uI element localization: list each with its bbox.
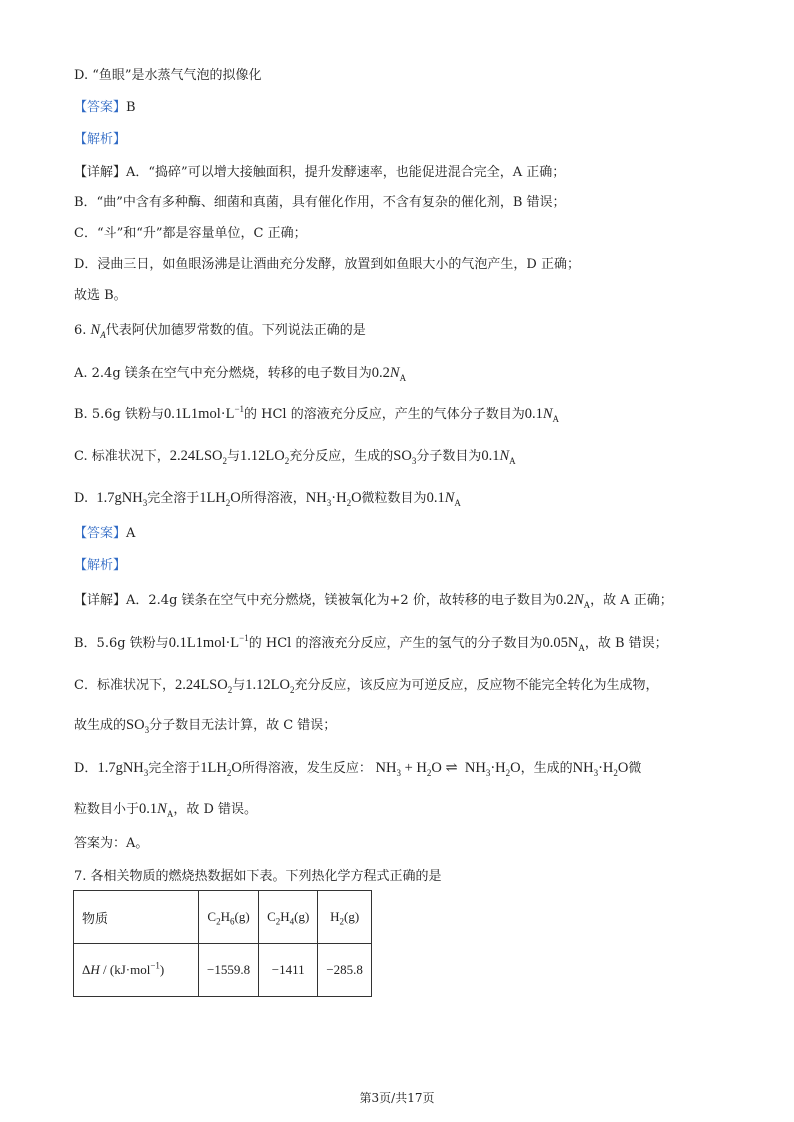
solution-6-b: B．5.6g 铁粉与$0.1L1mol\cdot L^{-1}$的 HCl 的溶液充分反应，产生的氢气的分子数目为$0.05N_A$，故 B 错误； <box>74 633 668 653</box>
table-cell-c2h6: −1559.8 <box>199 944 259 997</box>
solution-6-end: 答案为：A。 <box>74 836 149 851</box>
table-header-h2: $H_2(g)$ <box>318 891 372 944</box>
analysis-label-5: 【解析】 <box>74 132 127 147</box>
solution-6-d-cont: 粒数目小于$0.1N_A$，故 D 错误。 <box>74 801 258 819</box>
table-cell-h2: −285.8 <box>318 944 372 997</box>
solution-6-c: C．标准状况下，$2.24LSO_2$与$1.12LO_2$充分反应，该反应为可逆反应，反应物不能完全转化为生成物， <box>74 677 659 695</box>
table-header-c2h6: $C_2H_6(g)$ <box>199 891 259 944</box>
question-6-option-b: B. 5.6g 铁粉与$0.1L1mol\cdot L^{-1}$的 HCl 的溶液充分反应，产生的气体分子数目为$0.1N_A$ <box>74 404 560 424</box>
solution-5-d: D．浸曲三日，如鱼眼汤沸是让酒曲充分发酵，放置到如鱼眼大小的气泡产生，D 正确； <box>74 257 580 272</box>
table-cell-c2h4: −1411 <box>259 944 318 997</box>
option-d-prev: D. “鱼眼”是水蒸气气泡的拟像化 <box>74 68 262 83</box>
combustion-heat-table <box>73 890 372 997</box>
solution-6-a: 【详解】A．2.4g 镁条在空气中充分燃烧，镁被氧化为+2 价，故转移的电子数目为$0.2N_A$，故 A 正确； <box>74 592 673 610</box>
table-row <box>74 944 372 997</box>
answer-5: 【答案】B <box>74 100 136 115</box>
solution-5-end: 故选 B。 <box>74 288 127 303</box>
question-6-option-d: D. 1.7gNH$_3$完全溶于$1LH_2O$所得溶液，$NH_3\cdot H_2O$微粒数目为$0.1N_A$ <box>74 490 461 508</box>
solution-5-a: 【详解】A．“捣碎”可以增大接触面积，提升发酵速率，也能促进混合完全，A 正确； <box>74 165 566 180</box>
question-6-option-a: A. 2.4g 镁条在空气中充分燃烧，转移的电子数目为$0.2N_A$ <box>74 365 407 383</box>
answer-6: 【答案】A <box>74 526 136 541</box>
question-7: 7. 各相关物质的燃烧热数据如下表。下列热化学方程式正确的是 <box>74 869 442 884</box>
page-number: 第3页/共17页 <box>359 1091 435 1105</box>
analysis-label-6: 【解析】 <box>74 558 127 573</box>
table-row <box>74 891 372 944</box>
solution-5-c: C．“斗”和“升”都是容量单位，C 正确； <box>74 226 307 241</box>
question-6-option-c: C. 标准状况下，$2.24LSO_2$与$1.12LO_2$充分反应，生成的$SO_3$分子数目为$0.1N_A$ <box>74 448 516 466</box>
solution-6-c-cont: 故生成的$SO_3$分子数目无法计算，故 C 错误； <box>74 717 337 735</box>
table-row-label: ΔH / (kJ·mol$^{-1}$) <box>74 944 199 997</box>
table-header-label: 物质 <box>74 891 199 944</box>
solution-5-b: B．“曲”中含有多种酶、细菌和真菌，具有催化作用，不含有复杂的催化剂，B 错误； <box>74 195 566 210</box>
table-header-c2h4: $C_2H_4(g)$ <box>259 891 318 944</box>
solution-6-d: D．1.7gNH$_3$完全溶于$1LH_2O$所得溶液，发生反应： $NH_3 + H_2O$ ⇌ $NH_3\cdot H_2O$，生成的$NH_3\cdot H_2O$微 <box>74 760 642 778</box>
question-6: 6. $N_A$代表阿伏加德罗常数的值。下列说法正确的是 <box>74 322 366 340</box>
